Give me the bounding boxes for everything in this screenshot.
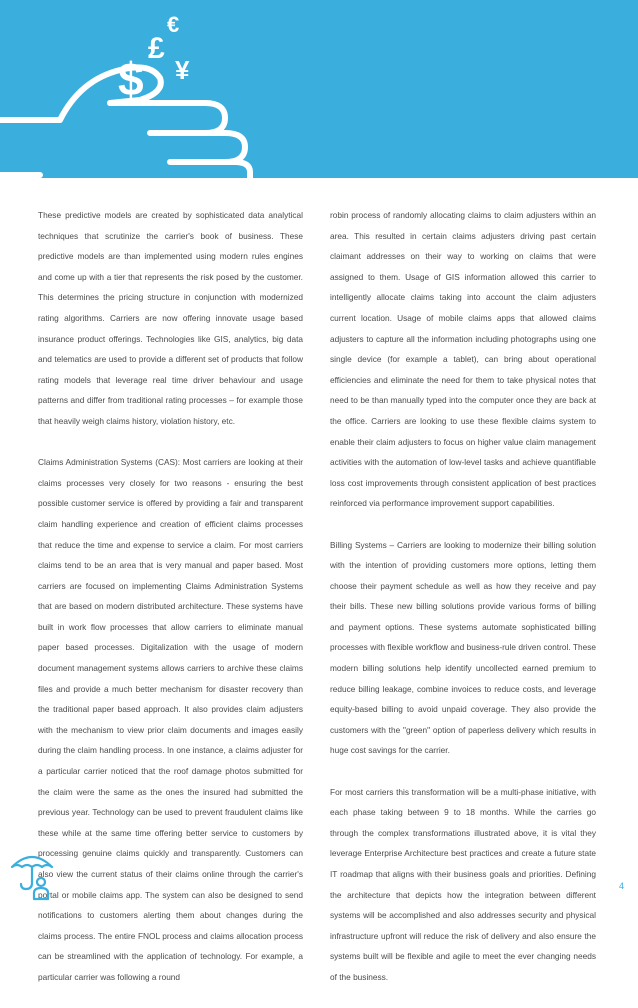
paragraph-billing-systems: Billing Systems – Carriers are looking to modernize their billing solution with the intention of providing customers more options, letting them choose their payment schedule as well as how they receive and pay their bills. These new billing solutions provide various forms of billing and payment options. These systems automate sophisticated billing processes with flexible workflow and business-rule driven control. These modern billing solutions help identify uncollected earned premium to reduce billing leakage, combine invoices to reduce costs, and leverage equity-based billing to avoid unpaid coverage. They also provide the customers with the "green" option of paperless delivery which results in huge cost savings for the carrier. — [330, 539, 596, 756]
hand-holding-currency-icon — [0, 0, 638, 178]
pound-symbol: £ — [148, 32, 165, 65]
left-text-column — [38, 205, 303, 1008]
euro-symbol: € — [167, 12, 180, 37]
paragraph-claims-administration: Claims Administration Systems (CAS): Most carriers are looking at their claims processes very closely for two reasons - ensuring the best possible customer service is offered by providing a fair and transparent claim handling experience and creation of efficient claims processes that reduce the time and expense to service a claim. For most carriers claims tend to be an area that is very manual and paper based. Most carriers are focused on implementing Claims Administration Systems that are based on modern distributed architecture. These systems have built in work flow processes that allow carriers to eliminate manual paper based processes. Digitalization with the usage of modern document management systems allows carriers to archive these claims files and provide a much better mechanism for disaster recovery than the traditional paper based approach. It also provides claim adjusters with the mechanism to view prior claim documents and images easily during the claim handling process. In one instance, a claims adjuster for a particular carrier noticed that the roof damage photos submitted for the claim were the same as the ones the insured had submitted the previous year. Technology can be used to prevent fraudulent claims like these while at the same time offering better service to customers by processing genuine claims quickly and transparently. Customers can also view the current status of their claims online through the carrier's portal or mobile claims app. The system can also be designed to send notifications to customers alerting them about changes during the claims process. The entire FNOL process and claims allocation process can be streamlined with the application of technology. For example, a particular carrier was following a round — [38, 457, 303, 982]
paragraph-claims-allocation: robin process of randomly allocating claims to claim adjusters within an area. This resulted in certain claims adjusters driving past certain claimant addresses on their way to working on claims that were assigned to them. Usage of GIS information allowed this carrier to intelligently allocate claims taking into account the claim adjusters current location. Usage of mobile claims apps that allowed claims adjusters to capture all the information including photographs using one single device (for example a tablet), can bring about operational efficiencies and eliminate the need for them to take physical notes that need to be than manually typed into the computer once they are back at the office. Carriers are looking to use these flexible claims system to enable their claim adjusters to focus on higher value claim management activities with the automation of low-level tasks and achieve quantifiable loss cost improvements through consistent application of best practices reinforced via performance improvement support capabilities. — [330, 210, 596, 509]
page-number: 4 — [618, 881, 624, 891]
dollar-symbol: $ — [118, 53, 144, 105]
right-text-column — [330, 205, 596, 1008]
umbrella-person-icon — [10, 849, 54, 906]
paragraph-transformation: For most carriers this transformation will be a multi-phase initiative, with each phase taking between 9 to 18 months. While the carries go through the complex transformations illustrated above, it is vital they leverage Enterprise Architecture best practices and create a future state IT roadmap that aligns with their business goals and priorities. Defining the architecture that depicts how the integration between different systems will be accomplished and also addresses security and physical infrastructure upfront will reduce the risk of delivery and also ensure the systems built will be flexible and agile to meet the ever changing needs of the business. — [330, 786, 596, 982]
paragraph-predictive-models: These predictive models are created by sophisticated data analytical techniques that scrutinize the carrier's book of business. These predictive models are than implemented using modern rules engines and come up with a tier that represents the risk posed by the customer. This determines the pricing structure in conjunction with modernized rating algorithms. Carriers are now offering innovate usage based insurance product offerings. Technologies like GIS, analytics, big data and telematics are used to provide a different set of products that follow rating models that leverage real time driver behaviour and usage patterns and differ from traditional rating processes – for example those that heavily weigh claims history, violation history, etc. — [38, 210, 303, 426]
yen-symbol: ¥ — [175, 55, 190, 85]
header-banner — [0, 0, 638, 178]
